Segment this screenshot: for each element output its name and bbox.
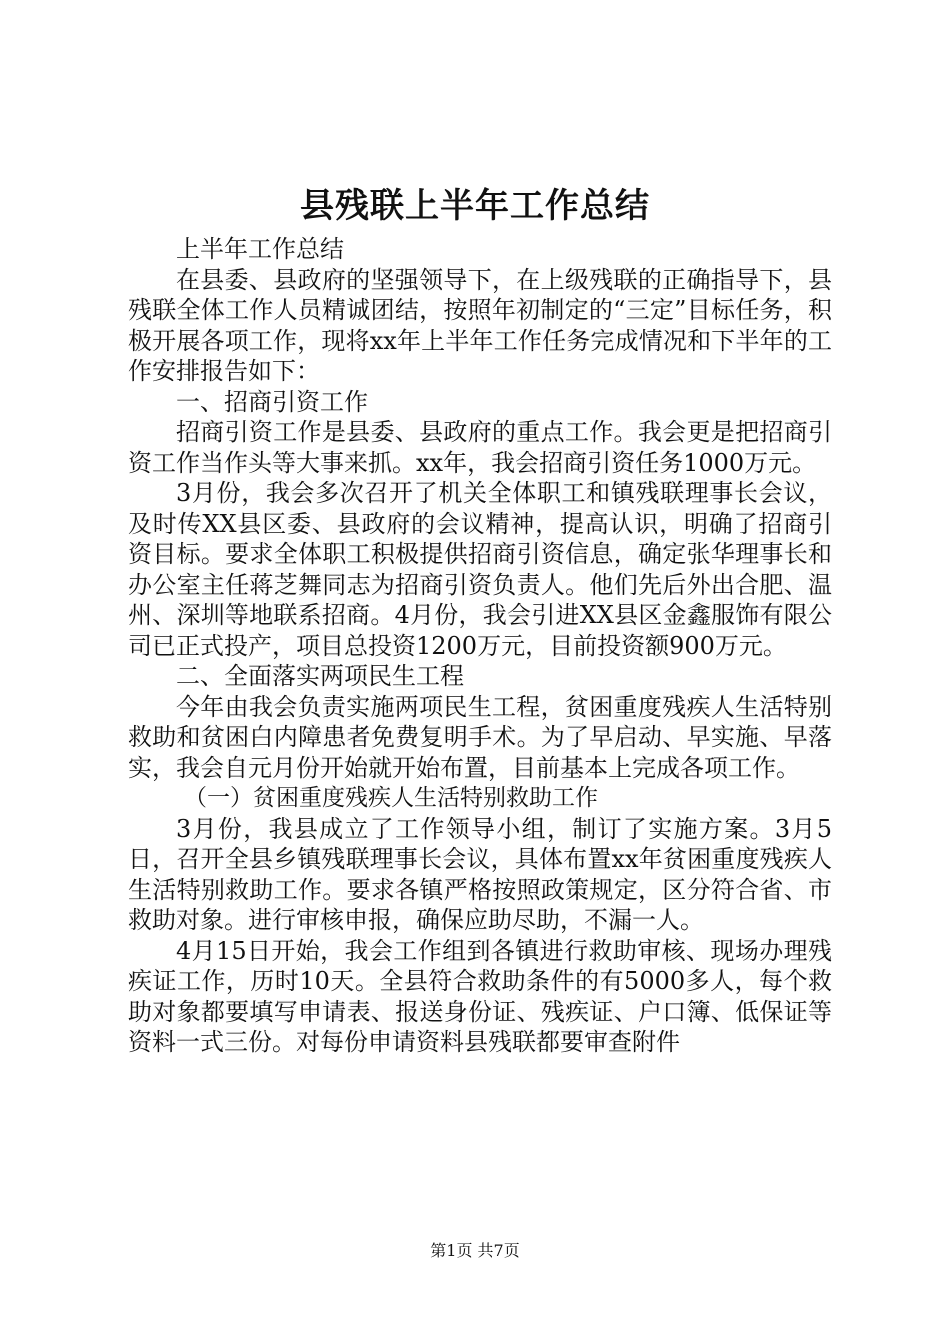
page-number-footer: 第1页 共7页 [430,1241,520,1260]
paragraph: 4月15日开始，我会工作组到各镇进行救助审核、现场办理残疾证工作，历时10天。全县符合救助条件的有5000多人，每个救助对象都要填写申请表、报送身份证、残疾证、户口簿、低保证等资料一式三份。对每份申请资料县残联都要审查附件 [128,936,832,1056]
document-body [128,234,832,1058]
paragraph-heading: 上半年工作总结 [176,235,344,263]
document-title: 县残联上半年工作总结 [300,186,650,226]
paragraph: 3月份，我县成立了工作领导小组，制订了实施方案。3月5日，召开全县乡镇残联理事长会议，具体布置xx年贫困重度残疾人生活特别救助工作。要求各镇严格按照政策规定，区分符合省、市救助对象。进行审核申报，确保应助尽助，不漏一人。 [128,814,832,934]
paragraph: 招商引资工作是县委、县政府的重点工作。我会更是把招商引资工作当作头等大事来抓。xx年，我会招商引资任务1000万元。 [128,418,832,477]
section-heading-1: 一、招商引资工作 [176,387,368,416]
paragraph: 3月份，我会多次召开了机关全体职工和镇残联理事长会议，及时传XX县区委、县政府的会议精神，提高认识，明确了招商引资目标。要求全体职工积极提供招商引资信息，确定张华理事长和办公室主任蒋芝舞同志为招商引资负责人。他们先后外出合肥、温州、深圳等地联系招商。4月份，我会引进XX县区金鑫服饰有限公司已正式投产，项目总投资1200万元，目前投资额900万元。 [128,479,832,660]
subsection-heading-1: （一）贫困重度残疾人生活特别救助工作 [184,785,598,811]
paragraph-intro: 在县委、县政府的坚强领导下，在上级残联的正确指导下，县残联全体工作人员精诚团结，按照年初制定的“三定”目标任务，积极开展各项工作，现将xx年上半年工作任务完成情况和下半年的工作安排报告如下： [128,265,832,385]
section-heading-2: 二、全面落实两项民生工程 [176,662,464,690]
paragraph: 今年由我会负责实施两项民生工程，贫困重度残疾人生活特别救助和贫困白内障患者免费复明手术。为了早启动、早实施、早落实，我会自元月份开始就开始布置，目前基本上完成各项工作。 [128,692,832,782]
